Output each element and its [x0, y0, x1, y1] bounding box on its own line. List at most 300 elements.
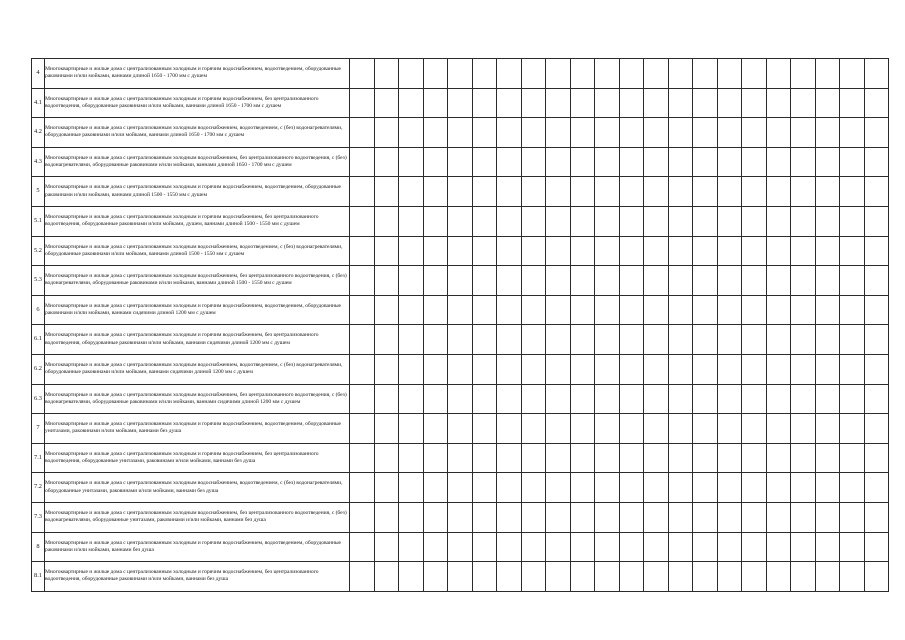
value-cell	[766, 177, 791, 207]
value-cell	[693, 473, 718, 503]
table-row	[32, 177, 889, 207]
value-cell	[423, 502, 448, 532]
value-cell	[766, 443, 791, 473]
value-cell	[693, 59, 718, 89]
value-cell	[546, 88, 571, 118]
value-cell	[644, 177, 669, 207]
value-cell	[546, 59, 571, 89]
value-cell	[497, 88, 522, 118]
value-cell	[399, 562, 424, 592]
value-cell	[595, 325, 620, 355]
value-cell	[472, 266, 497, 296]
value-cell	[644, 354, 669, 384]
value-cell	[619, 384, 644, 414]
value-cell	[374, 236, 399, 266]
value-cell	[497, 206, 522, 236]
value-cell	[374, 354, 399, 384]
value-cell	[472, 236, 497, 266]
value-cell	[570, 443, 595, 473]
row-number-cell: 5.1	[32, 206, 45, 236]
value-cell	[423, 443, 448, 473]
table-row	[32, 384, 889, 414]
value-cell	[840, 532, 865, 562]
value-cell	[570, 473, 595, 503]
value-cell	[619, 502, 644, 532]
value-cell	[546, 177, 571, 207]
value-cell	[570, 295, 595, 325]
table-row	[32, 443, 889, 473]
value-cell	[521, 532, 546, 562]
value-cell	[693, 266, 718, 296]
value-cell	[497, 177, 522, 207]
row-number-cell: 7	[32, 414, 45, 444]
value-cell	[717, 325, 742, 355]
value-cell	[864, 354, 889, 384]
value-cell	[693, 562, 718, 592]
value-cell	[521, 236, 546, 266]
value-cell	[717, 473, 742, 503]
value-cell	[815, 473, 840, 503]
value-cell	[791, 354, 816, 384]
value-cell	[742, 443, 767, 473]
value-cell	[619, 295, 644, 325]
value-cell	[472, 147, 497, 177]
value-cell	[399, 295, 424, 325]
value-cell	[595, 266, 620, 296]
value-cell	[815, 532, 840, 562]
value-cell	[570, 177, 595, 207]
value-cell	[595, 177, 620, 207]
row-description-cell: Многоквартирные и жилые дома с централизованным холодным и горячим водоснабжением, без централизованного водоотведения, оборудованные раковинами и/или мойками, душем, ваннами длиной 1500 - 1550 мм с душем	[45, 206, 350, 236]
value-cell	[668, 473, 693, 503]
value-cell	[472, 325, 497, 355]
value-cell	[742, 206, 767, 236]
value-cell	[766, 118, 791, 148]
norms-table	[31, 58, 889, 592]
row-number-cell: 5.3	[32, 266, 45, 296]
row-number-cell: 7.1	[32, 443, 45, 473]
value-cell	[668, 384, 693, 414]
value-cell	[399, 177, 424, 207]
value-cell	[766, 236, 791, 266]
value-cell	[448, 206, 473, 236]
value-cell	[717, 295, 742, 325]
value-cell	[423, 177, 448, 207]
value-cell	[350, 354, 375, 384]
table-row	[32, 414, 889, 444]
value-cell	[791, 206, 816, 236]
value-cell	[864, 236, 889, 266]
value-cell	[668, 414, 693, 444]
value-cell	[374, 443, 399, 473]
value-cell	[350, 236, 375, 266]
value-cell	[472, 59, 497, 89]
value-cell	[644, 384, 669, 414]
value-cell	[864, 384, 889, 414]
value-cell	[497, 354, 522, 384]
value-cell	[448, 177, 473, 207]
value-cell	[350, 502, 375, 532]
value-cell	[448, 295, 473, 325]
value-cell	[423, 532, 448, 562]
value-cell	[570, 354, 595, 384]
value-cell	[472, 88, 497, 118]
value-cell	[595, 147, 620, 177]
value-cell	[521, 266, 546, 296]
value-cell	[374, 206, 399, 236]
value-cell	[423, 473, 448, 503]
value-cell	[497, 59, 522, 89]
row-description-cell: Многоквартирные и жилые дома с централизованным холодным водоснабжением, водоотведением, с (без) водонагревателями, оборудованные раковинами и/или мойками, ваннами длиной 1500 - 1550 мм с душем	[45, 236, 350, 266]
value-cell	[472, 177, 497, 207]
value-cell	[423, 414, 448, 444]
value-cell	[766, 502, 791, 532]
table-row	[32, 206, 889, 236]
value-cell	[374, 325, 399, 355]
value-cell	[546, 502, 571, 532]
value-cell	[619, 236, 644, 266]
value-cell	[448, 473, 473, 503]
value-cell	[693, 177, 718, 207]
value-cell	[472, 118, 497, 148]
value-cell	[497, 118, 522, 148]
value-cell	[815, 443, 840, 473]
value-cell	[595, 236, 620, 266]
value-cell	[864, 414, 889, 444]
value-cell	[570, 236, 595, 266]
value-cell	[350, 473, 375, 503]
value-cell	[840, 562, 865, 592]
value-cell	[521, 414, 546, 444]
value-cell	[350, 532, 375, 562]
value-cell	[840, 88, 865, 118]
value-cell	[693, 414, 718, 444]
value-cell	[791, 177, 816, 207]
row-description-cell: Многоквартирные и жилые дома с централизованным холодным и горячим водоснабжением, без централизованного водоотведения, оборудованные раковинами и/или мойками, ваннами без душа	[45, 562, 350, 592]
row-description-cell: Многоквартирные и жилые дома с централизованным холодным водоснабжением, без централизованного водоотведения, с (без) водонагревателями, оборудованные раковинами и/или мойками, ваннами длиной 1500 - 1550 мм с душем	[45, 266, 350, 296]
value-cell	[717, 266, 742, 296]
value-cell	[791, 59, 816, 89]
value-cell	[619, 562, 644, 592]
value-cell	[619, 118, 644, 148]
value-cell	[644, 118, 669, 148]
value-cell	[374, 414, 399, 444]
value-cell	[693, 384, 718, 414]
value-cell	[791, 473, 816, 503]
value-cell	[350, 443, 375, 473]
value-cell	[399, 443, 424, 473]
value-cell	[742, 562, 767, 592]
value-cell	[644, 59, 669, 89]
value-cell	[399, 473, 424, 503]
value-cell	[595, 59, 620, 89]
value-cell	[791, 532, 816, 562]
value-cell	[546, 562, 571, 592]
value-cell	[350, 206, 375, 236]
value-cell	[350, 118, 375, 148]
value-cell	[448, 532, 473, 562]
value-cell	[668, 502, 693, 532]
row-number-cell: 4.3	[32, 147, 45, 177]
value-cell	[644, 206, 669, 236]
value-cell	[374, 295, 399, 325]
value-cell	[840, 473, 865, 503]
value-cell	[717, 177, 742, 207]
table-row	[32, 502, 889, 532]
value-cell	[595, 295, 620, 325]
value-cell	[815, 88, 840, 118]
row-number-cell: 6.3	[32, 384, 45, 414]
value-cell	[766, 147, 791, 177]
value-cell	[693, 532, 718, 562]
value-cell	[644, 295, 669, 325]
value-cell	[399, 206, 424, 236]
value-cell	[595, 206, 620, 236]
value-cell	[619, 354, 644, 384]
value-cell	[570, 206, 595, 236]
value-cell	[472, 414, 497, 444]
value-cell	[570, 562, 595, 592]
value-cell	[497, 532, 522, 562]
table-row	[32, 325, 889, 355]
value-cell	[546, 325, 571, 355]
row-description-cell: Многоквартирные и жилые дома с централизованным холодным водоснабжением, водоотведением, с (без) водонагревателями, оборудованные раковинами и/или мойками, ваннами длиной 1650 - 1700 мм с душем	[45, 118, 350, 148]
value-cell	[717, 443, 742, 473]
value-cell	[864, 177, 889, 207]
value-cell	[693, 354, 718, 384]
row-description-cell: Многоквартирные и жилые дома с централизованным холодным и горячим водоснабжением, водоотведением, оборудованные унитазами, раковинами и/или мойками, ваннами без душа	[45, 414, 350, 444]
row-description-cell: Многоквартирные и жилые дома с централизованным холодным и горячим водоснабжением, водоотведением, оборудованные раковинами и/или мойками, ваннами длиной 1650 - 1700 мм с душем	[45, 59, 350, 89]
value-cell	[472, 502, 497, 532]
value-cell	[374, 177, 399, 207]
value-cell	[791, 443, 816, 473]
value-cell	[815, 354, 840, 384]
value-cell	[497, 502, 522, 532]
value-cell	[497, 562, 522, 592]
value-cell	[717, 118, 742, 148]
value-cell	[668, 177, 693, 207]
value-cell	[350, 562, 375, 592]
value-cell	[693, 295, 718, 325]
row-description-cell: Многоквартирные и жилые дома с централизованным холодным и горячим водоснабжением, водоотведением, оборудованные раковинами и/или мойками, ваннами без душа	[45, 532, 350, 562]
value-cell	[864, 88, 889, 118]
row-description-cell: Многоквартирные и жилые дома с централизованным холодным водоснабжением, водоотведением, с (без) водонагревателями, оборудованные раковинами и/или мойками, ваннами сидячими длиной 1200 мм с душем	[45, 354, 350, 384]
value-cell	[619, 147, 644, 177]
value-cell	[546, 118, 571, 148]
row-number-cell: 5.2	[32, 236, 45, 266]
value-cell	[448, 562, 473, 592]
table-row	[32, 473, 889, 503]
value-cell	[668, 354, 693, 384]
value-cell	[595, 562, 620, 592]
value-cell	[644, 266, 669, 296]
value-cell	[570, 414, 595, 444]
value-cell	[423, 147, 448, 177]
value-cell	[742, 473, 767, 503]
row-number-cell: 6	[32, 295, 45, 325]
norms-table-body	[32, 59, 889, 592]
value-cell	[766, 206, 791, 236]
value-cell	[840, 443, 865, 473]
value-cell	[423, 88, 448, 118]
value-cell	[423, 354, 448, 384]
value-cell	[497, 266, 522, 296]
value-cell	[399, 325, 424, 355]
value-cell	[840, 414, 865, 444]
value-cell	[717, 414, 742, 444]
value-cell	[693, 502, 718, 532]
value-cell	[546, 295, 571, 325]
document-sheet	[31, 58, 889, 592]
value-cell	[546, 206, 571, 236]
value-cell	[350, 325, 375, 355]
value-cell	[864, 266, 889, 296]
value-cell	[840, 147, 865, 177]
value-cell	[448, 236, 473, 266]
value-cell	[840, 502, 865, 532]
row-number-cell: 8.1	[32, 562, 45, 592]
value-cell	[546, 354, 571, 384]
value-cell	[668, 88, 693, 118]
value-cell	[497, 414, 522, 444]
value-cell	[766, 325, 791, 355]
value-cell	[766, 295, 791, 325]
row-description-cell: Многоквартирные и жилые дома с централизованным холодным водоснабжением, без централизованного водоотведения, с (без) водонагревателями, оборудованные раковинами и/или мойками, ваннами сидячими длиной 1200 мм с душем	[45, 384, 350, 414]
value-cell	[374, 147, 399, 177]
value-cell	[546, 443, 571, 473]
value-cell	[644, 236, 669, 266]
value-cell	[472, 384, 497, 414]
row-number-cell: 4	[32, 59, 45, 89]
value-cell	[644, 443, 669, 473]
value-cell	[840, 295, 865, 325]
value-cell	[448, 354, 473, 384]
value-cell	[570, 88, 595, 118]
value-cell	[546, 532, 571, 562]
row-number-cell: 7.2	[32, 473, 45, 503]
value-cell	[399, 354, 424, 384]
value-cell	[448, 147, 473, 177]
value-cell	[521, 443, 546, 473]
value-cell	[570, 118, 595, 148]
value-cell	[693, 443, 718, 473]
value-cell	[644, 325, 669, 355]
value-cell	[546, 384, 571, 414]
row-description-cell: Многоквартирные и жилые дома с централизованным холодным и горячим водоснабжением, без централизованного водоотведения, оборудованные унитазами, раковинами и/или мойками, ваннами без душа	[45, 443, 350, 473]
value-cell	[423, 325, 448, 355]
value-cell	[766, 414, 791, 444]
value-cell	[693, 118, 718, 148]
value-cell	[644, 562, 669, 592]
value-cell	[448, 118, 473, 148]
value-cell	[619, 325, 644, 355]
value-cell	[644, 502, 669, 532]
value-cell	[595, 502, 620, 532]
value-cell	[840, 206, 865, 236]
value-cell	[815, 562, 840, 592]
value-cell	[742, 295, 767, 325]
value-cell	[619, 177, 644, 207]
value-cell	[766, 384, 791, 414]
value-cell	[791, 236, 816, 266]
value-cell	[448, 88, 473, 118]
value-cell	[791, 147, 816, 177]
value-cell	[521, 147, 546, 177]
value-cell	[766, 354, 791, 384]
value-cell	[350, 266, 375, 296]
value-cell	[399, 266, 424, 296]
table-row	[32, 354, 889, 384]
value-cell	[717, 532, 742, 562]
value-cell	[668, 532, 693, 562]
value-cell	[717, 206, 742, 236]
value-cell	[595, 88, 620, 118]
value-cell	[815, 177, 840, 207]
row-description-cell: Многоквартирные и жилые дома с централизованным холодным водоснабжением, без централизованного водоотведения, с (без) водонагревателями, оборудованные унитазами, раковинами и/или мойками, ваннами без душа	[45, 502, 350, 532]
value-cell	[350, 384, 375, 414]
value-cell	[399, 414, 424, 444]
value-cell	[619, 443, 644, 473]
row-number-cell: 6.2	[32, 354, 45, 384]
table-row	[32, 295, 889, 325]
row-number-cell: 4.2	[32, 118, 45, 148]
row-description-cell: Многоквартирные и жилые дома с централизованным холодным водоснабжением, без централизованного водоотведения, с (без) водонагревателями, оборудованные раковинами и/или мойками, ваннами длиной 1650 - 1700 мм с душем	[45, 147, 350, 177]
row-description-cell: Многоквартирные и жилые дома с централизованным холодным и горячим водоснабжением, без централизованного водоотведения, оборудованные раковинами и/или мойками, ваннами сидячими длиной 1200 мм с душем	[45, 325, 350, 355]
value-cell	[791, 118, 816, 148]
value-cell	[668, 295, 693, 325]
value-cell	[791, 502, 816, 532]
value-cell	[399, 384, 424, 414]
value-cell	[423, 236, 448, 266]
value-cell	[815, 236, 840, 266]
value-cell	[374, 502, 399, 532]
value-cell	[717, 354, 742, 384]
value-cell	[546, 147, 571, 177]
value-cell	[399, 502, 424, 532]
value-cell	[717, 384, 742, 414]
value-cell	[619, 414, 644, 444]
value-cell	[374, 266, 399, 296]
value-cell	[864, 59, 889, 89]
value-cell	[448, 443, 473, 473]
value-cell	[570, 384, 595, 414]
row-number-cell: 7.3	[32, 502, 45, 532]
value-cell	[546, 266, 571, 296]
value-cell	[864, 532, 889, 562]
value-cell	[595, 443, 620, 473]
value-cell	[374, 532, 399, 562]
value-cell	[668, 118, 693, 148]
value-cell	[472, 443, 497, 473]
value-cell	[668, 266, 693, 296]
value-cell	[864, 325, 889, 355]
value-cell	[717, 147, 742, 177]
value-cell	[619, 266, 644, 296]
value-cell	[668, 147, 693, 177]
value-cell	[742, 147, 767, 177]
value-cell	[399, 236, 424, 266]
value-cell	[546, 236, 571, 266]
value-cell	[668, 236, 693, 266]
value-cell	[350, 295, 375, 325]
row-description-cell: Многоквартирные и жилые дома с централизованным холодным и горячим водоснабжением, водоотведением, оборудованные раковинами и/или мойками, ваннами длиной 1500 - 1550 мм с душем	[45, 177, 350, 207]
value-cell	[521, 206, 546, 236]
value-cell	[693, 88, 718, 118]
table-row	[32, 532, 889, 562]
value-cell	[766, 532, 791, 562]
value-cell	[472, 206, 497, 236]
value-cell	[619, 88, 644, 118]
